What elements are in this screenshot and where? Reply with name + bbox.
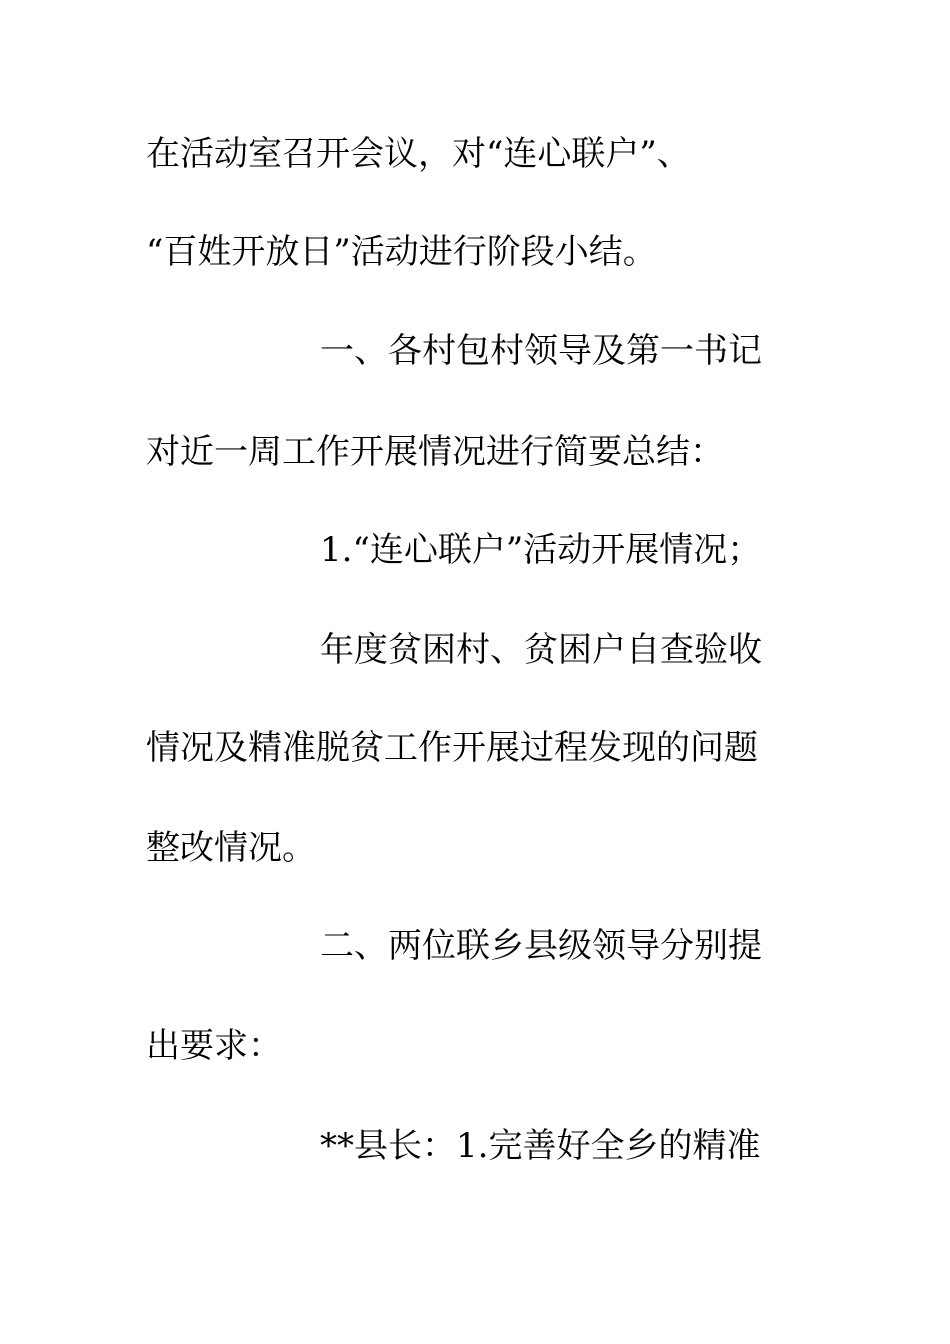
text-line: 出要求： xyxy=(146,1026,282,1066)
text-line: 在活动室召开会议，对“连心联户”、 xyxy=(146,134,691,174)
section-heading-2: 二、两位联乡县级领导分别提 xyxy=(320,926,762,966)
text-line: 情况及精准脱贫工作开展过程发现的问题 xyxy=(146,728,758,768)
list-item-1: 1.“连心联户”活动开展情况； xyxy=(320,530,762,570)
text-line: **县长：1.完善好全乡的精准 xyxy=(320,1126,761,1166)
text-line: 年度贫困村、贫困户自查验收 xyxy=(320,630,762,670)
text-line: 整改情况。 xyxy=(146,828,316,868)
section-heading-1: 一、各村包村领导及第一书记 xyxy=(320,331,762,371)
text-line: “百姓开放日”活动进行阶段小结。 xyxy=(146,232,657,272)
text-line: 对近一周工作开展情况进行简要总结： xyxy=(146,432,724,472)
